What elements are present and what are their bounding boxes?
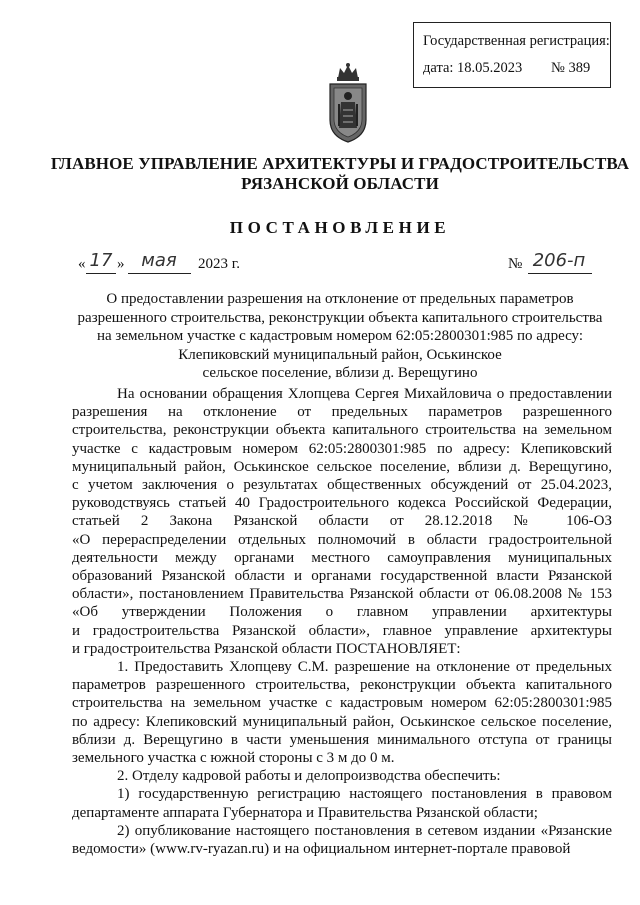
date-number-row	[70, 250, 610, 284]
organization-title-line-1: ГЛАВНОЕ УПРАВЛЕНИЕ АРХИТЕКТУРЫ И ГРАДОСТРОИТЕЛЬСТВА	[50, 154, 630, 173]
date-month-handwritten: мая	[141, 250, 177, 271]
body-paragraph	[72, 385, 612, 658]
organization-title-line-2: РЯЗАНСКОЙ ОБЛАСТИ	[241, 174, 439, 193]
document-body	[72, 385, 612, 858]
body-paragraph	[80, 767, 612, 785]
body-line: строительства, реконструкции объекта капитального строительства на земельном	[72, 422, 612, 439]
document-number-label: №	[508, 256, 523, 272]
body-line: департаменте аппарата Губернатора и Правительства Рязанской области;	[72, 804, 538, 821]
document-subject	[70, 290, 610, 383]
subject-line: на земельном участке с кадастровым номером 62:05:2800301:985 по адресу:	[96, 328, 584, 344]
subject-line: разрешенного строительства, реконструкции объекта капитального строительства	[77, 309, 603, 326]
body-line: области», постановлением Правительства Рязанской области от 06.08.2008 № 153	[72, 586, 612, 603]
body-line: вблизи д. Верещугино в части уменьшения минимального отступа от границы	[72, 731, 612, 748]
coat-of-arms-icon	[326, 62, 370, 148]
subject-line: сельское поселение, вблизи д. Верещугино	[202, 365, 478, 381]
registration-title: Государственная регистрация:	[423, 33, 610, 49]
document-number-underline	[528, 273, 592, 274]
body-line: На основании обращения Хлопцева Сергея Михайловича о предоставлении	[117, 386, 612, 402]
body-paragraph	[72, 658, 612, 767]
body-line: с учетом заключения о результатах общественных обсуждений от 25.04.2023,	[72, 477, 612, 494]
body-paragraph	[72, 822, 612, 858]
body-line: муниципальный район, Оськинское сельское поселение, вблизи д. Верещугино,	[72, 458, 612, 475]
registration-stamp	[413, 22, 611, 88]
body-line: деятельности между органами местного самоуправления муниципальных	[72, 549, 612, 566]
document-number-handwritten: 206-п	[532, 250, 586, 271]
body-line: образований Рязанской области и органами государственной власти Рязанской	[72, 568, 612, 585]
body-line: и градостроительства Рязанской области ПОСТАНОВЛЯЕТ:	[72, 640, 461, 657]
body-line: строительства на земельном участке с кадастровым номером 62:05:2800301:985	[72, 695, 612, 712]
date-day-handwritten: 17	[89, 250, 113, 271]
body-line: руководствуясь статьей 40 Градостроительного кодекса Российской Федерации,	[72, 495, 612, 512]
body-line: статьей 2 Закона Рязанской области от 28.12.2018 № 106-ОЗ	[72, 513, 612, 530]
body-line: «Об утверждении Положения о главном управлении архитектуры	[72, 604, 612, 621]
body-line: 2) опубликование настоящего постановления в сетевом издании «Рязанские	[117, 822, 612, 839]
date-open-quote: «	[78, 256, 86, 272]
organization-title	[40, 154, 640, 194]
registration-date: дата: 18.05.2023	[423, 60, 523, 76]
registration-number: № 389	[551, 60, 591, 76]
body-line: ведомости» (www.rv-ryazan.ru) и на официальном интернет-портале правовой	[72, 841, 571, 858]
body-line: и градостроительства Рязанской области», главное управление архитектуры	[72, 622, 612, 639]
date-day-underline	[86, 273, 116, 274]
body-paragraph	[72, 785, 612, 821]
date-year: 2023 г.	[198, 256, 240, 272]
body-line: 1. Предоставить Хлопцеву С.М. разрешение на отклонение от предельных	[117, 659, 612, 676]
body-line: 2. Отделу кадровой работы и делопроизводства обеспечить:	[117, 768, 501, 785]
body-line: параметров разрешенного строительства, реконструкции объекта капитального	[72, 677, 612, 694]
body-line: 1) государственную регистрацию настоящего постановления в правовом	[117, 786, 612, 803]
subject-line: О предоставлении разрешения на отклонение от предельных параметров	[106, 291, 574, 307]
body-line: «О перераспределении отдельных полномочий в области градостроительной	[72, 531, 612, 548]
body-line: земельного участка с южной стороны с 3 м до 0 м.	[72, 750, 395, 767]
subject-line: Клепиковский муниципальный район, Оськинское	[178, 346, 502, 363]
date-close-quote: »	[117, 256, 125, 272]
date-month-underline	[128, 273, 191, 274]
body-line: разрешения на отклонение от предельных параметров разрешенного	[72, 404, 612, 421]
document-type: ПОСТАНОВЛЕНИЕ	[229, 218, 451, 237]
registration-details	[423, 59, 603, 77]
body-line: по адресу: Клепиковский муниципальный район, Оськинское сельское поселение,	[72, 713, 612, 730]
body-line: участке с кадастровым номером 62:05:2800301:985 по адресу: Клепиковский	[72, 440, 612, 457]
